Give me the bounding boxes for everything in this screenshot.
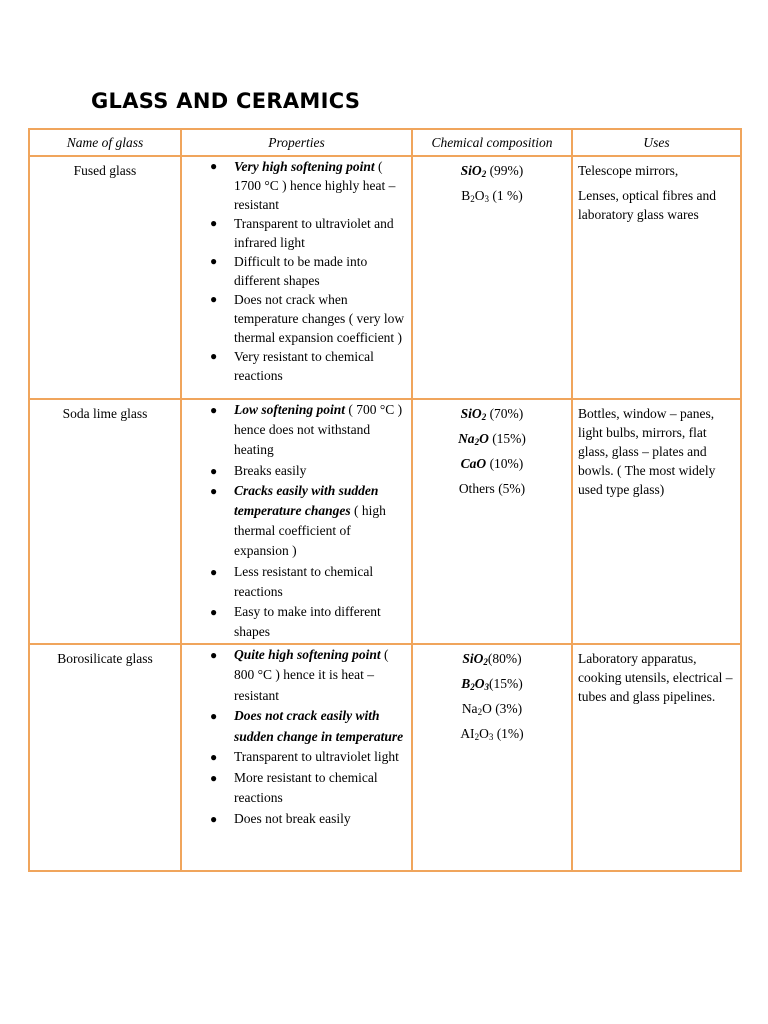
header-properties: Properties <box>181 129 412 156</box>
formula-subscript: 3 <box>484 681 489 692</box>
formula-part: Na <box>461 700 478 716</box>
property-text: Transparent to ultraviolet and infrared light <box>234 216 394 250</box>
uses-text: Telescope mirrors, <box>578 163 679 178</box>
formula-part: O <box>474 188 485 203</box>
composition-line <box>415 163 569 179</box>
property-item <box>182 252 405 290</box>
bullet-icon: ● <box>210 403 218 417</box>
uses-text: Lenses, optical fibres and laboratory glass wares <box>578 188 716 222</box>
property-item <box>182 809 405 830</box>
bullet-icon: ● <box>210 292 218 306</box>
composition-percent: (15%) <box>489 675 523 691</box>
property-item <box>182 602 405 642</box>
properties-list <box>182 157 405 385</box>
formula-subscript: 2 <box>474 437 480 447</box>
glass-types-table <box>28 128 742 872</box>
formula-part: O <box>479 725 489 741</box>
table-header-row <box>29 129 741 156</box>
property-text: Difficult to be made into different shapes <box>234 254 368 288</box>
property-text: Transparent to ultraviolet light <box>234 749 399 764</box>
property-emphasis: Does not crack easily with sudden change in temperature <box>234 708 404 744</box>
chemical-formula <box>461 456 487 471</box>
bullet-icon: ● <box>210 216 218 230</box>
bullet-icon: ● <box>210 605 218 619</box>
property-text: Very resistant to chemical reactions <box>234 349 374 383</box>
composition-line <box>415 456 569 472</box>
header-name-of-glass: Name of glass <box>29 129 181 156</box>
bullet-icon: ● <box>210 811 218 826</box>
composition-percent: (5%) <box>494 481 526 496</box>
uses-text: Bottles, window – panes, light bulbs, mirrors, flat glass, glass – plates and bowls. ( The most widely used type glass) <box>578 406 716 497</box>
properties-cell <box>181 399 412 644</box>
formula-subscript: 2 <box>481 412 487 422</box>
property-item <box>182 747 405 768</box>
property-item <box>182 290 405 347</box>
formula-part: B <box>461 675 471 691</box>
formula-part: O <box>479 431 489 446</box>
property-item <box>182 400 405 460</box>
composition-percent: (15%) <box>488 431 526 446</box>
formula-part: Others <box>458 481 495 496</box>
bullet-icon: ● <box>210 709 218 723</box>
composition-line <box>415 481 569 497</box>
chemical-formula <box>461 163 487 178</box>
glass-name-cell: Soda lime glass <box>29 399 181 644</box>
property-item <box>182 157 405 214</box>
composition-percent: (1 %) <box>489 188 523 203</box>
bullet-icon: ● <box>210 750 218 764</box>
property-text: Less resistant to chemical reactions <box>234 563 374 599</box>
property-text: ( 1700 °C ) hence highly heat – resistant <box>234 159 396 212</box>
table-row <box>29 399 741 644</box>
property-text: ( 700 °C ) hence does not withstand heating <box>234 402 403 457</box>
chemical-formula <box>459 481 495 496</box>
property-item <box>182 768 405 809</box>
formula-part: AI <box>460 725 475 741</box>
document-title: GLASS AND CERAMICS <box>91 89 361 113</box>
formula-subscript: 2 <box>477 706 483 717</box>
chemical-formula <box>462 651 488 666</box>
property-text: Does not break easily <box>234 810 351 826</box>
bullet-icon: ● <box>210 254 218 268</box>
property-text: Breaks easily <box>234 462 307 478</box>
properties-list <box>182 400 405 642</box>
header-uses: Uses <box>572 129 741 156</box>
chemical-formula <box>461 676 489 691</box>
composition-line <box>415 676 569 692</box>
property-item <box>182 347 405 385</box>
bullet-icon: ● <box>210 647 218 662</box>
property-item <box>182 214 405 252</box>
property-item <box>182 461 405 481</box>
chemical-formula <box>462 701 492 716</box>
property-text: Does not crack when temperature changes ( very low thermal expansion coefficient ) <box>234 292 405 345</box>
formula-subscript: 3 <box>488 731 494 742</box>
composition-percent: (99%) <box>486 163 524 178</box>
composition-line <box>415 188 569 204</box>
chemical-formula <box>461 406 487 421</box>
chemical-composition-cell <box>412 156 572 399</box>
formula-subscript: 3 <box>484 194 489 204</box>
property-emphasis: Very high softening point <box>234 159 375 174</box>
properties-cell <box>181 156 412 399</box>
chemical-composition-cell <box>412 399 572 644</box>
bullet-icon: ● <box>210 484 218 498</box>
formula-part: O <box>474 675 485 691</box>
property-text: ( high thermal coefficient of expansion ) <box>234 503 386 558</box>
property-text: More resistant to chemical reactions <box>234 769 378 805</box>
glass-name-cell: Fused glass <box>29 156 181 399</box>
chemical-composition-cell <box>412 644 572 871</box>
formula-part: B <box>461 188 471 203</box>
formula-part: SiO <box>462 650 484 666</box>
formula-subscript: 2 <box>470 194 475 204</box>
property-emphasis: Low softening point <box>234 402 346 417</box>
composition-line <box>415 431 569 447</box>
property-text: ( 800 °C ) hence it is heat – resistant <box>234 646 389 703</box>
uses-cell <box>572 156 741 399</box>
property-emphasis: Cracks easily with sudden temperature changes <box>234 483 379 518</box>
composition-line <box>415 651 569 667</box>
chemical-formula <box>458 431 489 446</box>
formula-subscript: 2 <box>470 681 475 692</box>
composition-percent: (80%) <box>487 650 522 666</box>
property-emphasis: Quite high softening point <box>234 646 381 662</box>
composition-percent: (3%) <box>491 700 523 716</box>
formula-part: Na <box>458 431 475 446</box>
composition-percent: (70%) <box>486 406 524 421</box>
table-row <box>29 644 741 871</box>
property-text: Easy to make into different shapes <box>234 604 381 639</box>
bullet-icon: ● <box>210 770 218 785</box>
formula-part: SiO <box>460 163 482 178</box>
property-item <box>182 645 405 707</box>
composition-percent: (1%) <box>493 725 524 741</box>
property-item <box>182 706 405 747</box>
bullet-icon: ● <box>210 349 218 363</box>
properties-list <box>182 645 405 830</box>
formula-subscript: 2 <box>483 656 488 667</box>
composition-line <box>415 406 569 422</box>
table-row <box>29 156 741 399</box>
properties-cell <box>181 644 412 871</box>
composition-percent: (10%) <box>486 456 524 471</box>
bullet-icon: ● <box>210 463 218 478</box>
formula-part: O <box>482 700 492 716</box>
header-chemical-composition: Chemical composition <box>412 129 572 156</box>
formula-subscript: 2 <box>474 731 480 742</box>
chemical-formula <box>460 726 493 741</box>
bullet-icon: ● <box>210 159 218 173</box>
chemical-formula <box>461 188 489 203</box>
property-item <box>182 562 405 602</box>
composition-line <box>415 726 569 742</box>
uses-cell <box>572 399 741 644</box>
glass-name-cell: Borosilicate glass <box>29 644 181 871</box>
uses-cell <box>572 644 741 871</box>
formula-subscript: 2 <box>481 169 487 179</box>
property-item <box>182 481 405 561</box>
composition-line <box>415 701 569 717</box>
uses-text: Laboratory apparatus, cooking utensils, electrical – tubes and glass pipelines. <box>578 650 733 704</box>
bullet-icon: ● <box>210 564 218 579</box>
formula-part: CaO <box>460 456 487 471</box>
formula-part: SiO <box>460 406 482 421</box>
